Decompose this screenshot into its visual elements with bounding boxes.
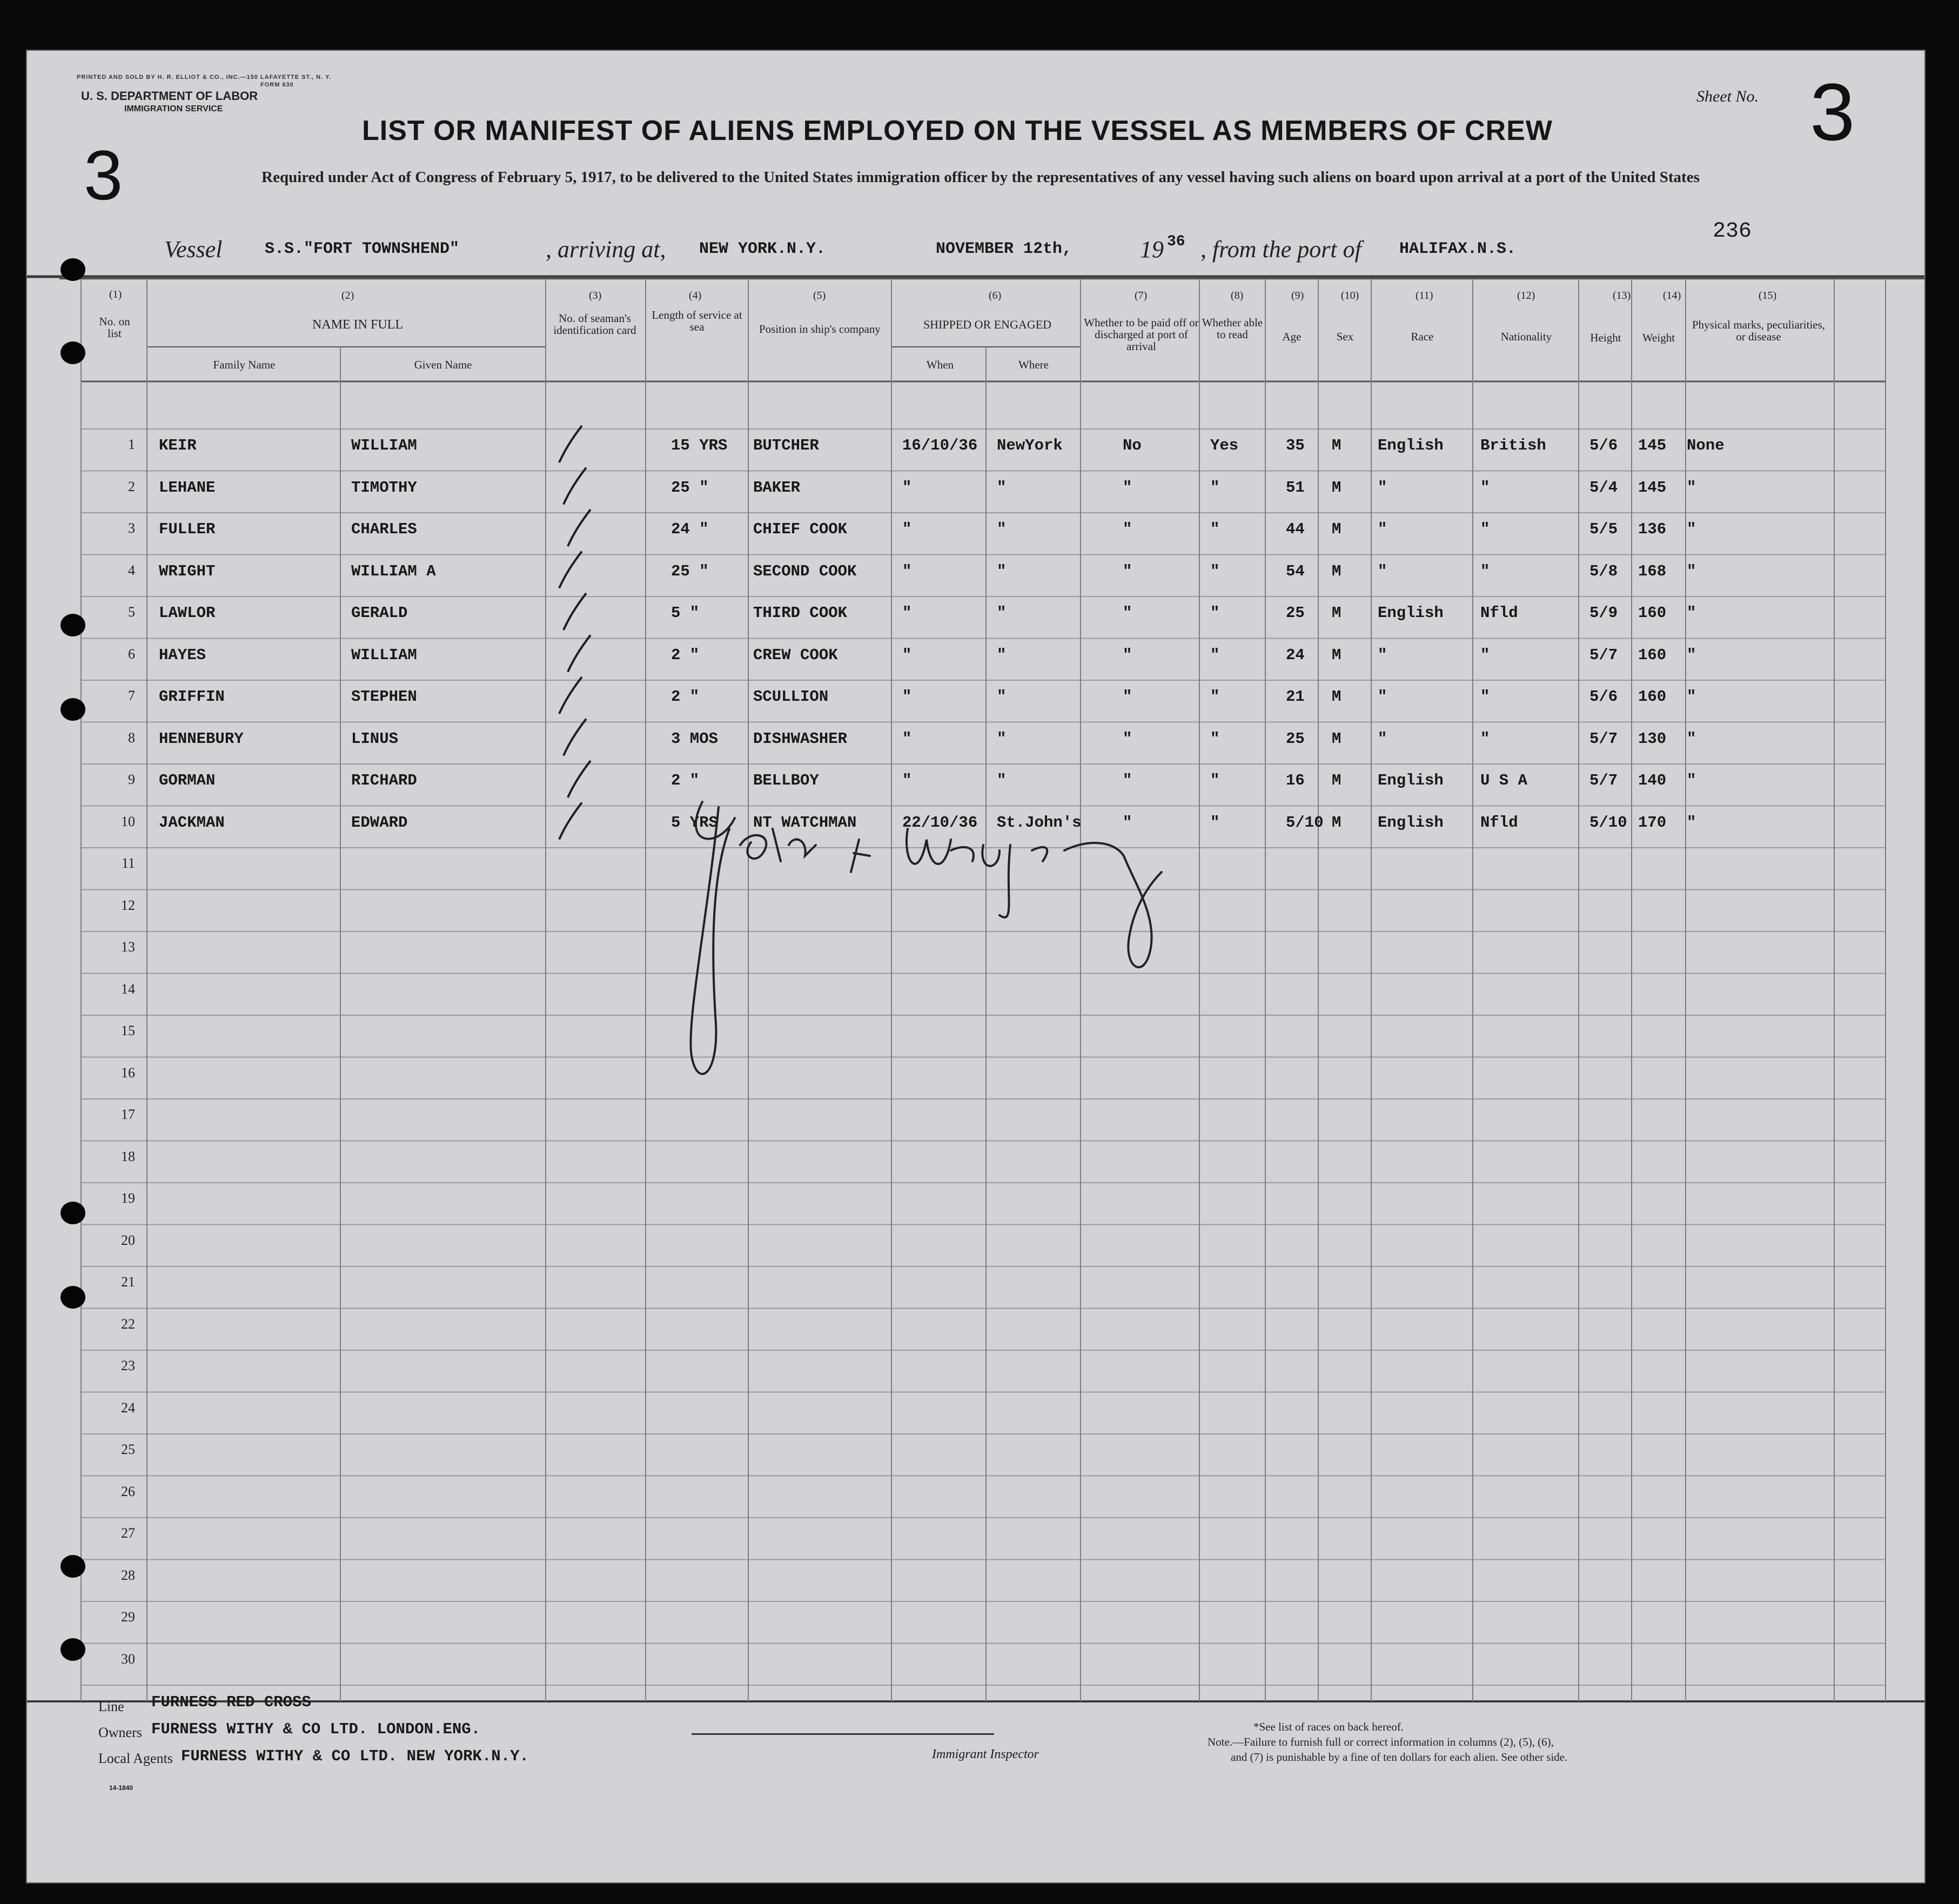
owners-label: Owners bbox=[98, 1725, 142, 1740]
cell-sex: M bbox=[1332, 688, 1341, 706]
cell-given: RICHARD bbox=[351, 772, 417, 789]
cell-when: " bbox=[902, 562, 912, 580]
cell-height: 5/4 bbox=[1589, 478, 1618, 497]
col-num-2: (2) bbox=[341, 290, 354, 301]
department-name: U. S. DEPARTMENT OF LABOR bbox=[81, 89, 258, 103]
header-height: Height bbox=[1590, 331, 1621, 344]
cell-race: English bbox=[1378, 604, 1444, 622]
cell-marks: " bbox=[1687, 478, 1696, 497]
header-where: Where bbox=[1018, 358, 1049, 371]
cell-age: 25 bbox=[1286, 604, 1305, 622]
cell-service: 15 YRS bbox=[671, 437, 728, 454]
cell-given: WILLIAM bbox=[351, 437, 417, 454]
agents-value: FURNESS WITHY & CO LTD. NEW YORK.N.Y. bbox=[181, 1747, 529, 1765]
cell-weight: 160 bbox=[1638, 604, 1667, 622]
cell-family: HENNEBURY bbox=[159, 729, 244, 748]
arrival-date: NOVEMBER 12th, bbox=[936, 240, 1072, 258]
cell-paid: " bbox=[1123, 688, 1132, 706]
cell-position: BAKER bbox=[753, 478, 801, 497]
cell-given: WILLIAM bbox=[351, 646, 417, 664]
owners-value: FURNESS WITHY & CO LTD. LONDON.ENG. bbox=[151, 1720, 481, 1738]
col-num-11: (11) bbox=[1415, 290, 1433, 301]
year-suffix: 36 bbox=[1167, 233, 1185, 250]
from-port: HALIFAX.N.S. bbox=[1399, 240, 1517, 258]
agents-label: Local Agents bbox=[98, 1751, 173, 1766]
sheet-no-label: Sheet No. bbox=[1696, 88, 1759, 105]
cell-when: " bbox=[902, 646, 912, 664]
cell-weight: 160 bbox=[1638, 688, 1667, 706]
cell-weight: 145 bbox=[1638, 478, 1667, 497]
binder-hole bbox=[61, 614, 85, 636]
header-age: Age bbox=[1282, 330, 1301, 343]
row-number: 10 bbox=[121, 813, 135, 829]
cell-age: 54 bbox=[1286, 562, 1305, 580]
cell-marks: None bbox=[1687, 437, 1725, 454]
cell-height: 5/5 bbox=[1589, 520, 1618, 538]
cell-position: SCULLION bbox=[753, 688, 829, 706]
binder-hole bbox=[61, 341, 85, 364]
cell-marks: " bbox=[1687, 729, 1696, 748]
binder-hole bbox=[61, 258, 85, 281]
cell-weight: 130 bbox=[1638, 729, 1667, 748]
cell-service: 25 " bbox=[671, 562, 709, 580]
row-number: 22 bbox=[121, 1316, 135, 1332]
page-title: LIST OR MANIFEST OF ALIENS EMPLOYED ON THE VESSEL AS MEMBERS OF CREW bbox=[362, 115, 1553, 146]
cell-paid: " bbox=[1123, 562, 1132, 580]
cell-position: DISHWASHER bbox=[753, 729, 848, 748]
header-name-in-full: NAME IN FULL bbox=[312, 318, 403, 332]
cell-age: 24 bbox=[1286, 646, 1305, 664]
cell-weight: 140 bbox=[1638, 772, 1667, 789]
row-number: 1 bbox=[128, 437, 135, 452]
cell-marks: " bbox=[1687, 688, 1696, 706]
col-num-3: (3) bbox=[589, 290, 602, 301]
cell-family: LEHANE bbox=[159, 478, 216, 497]
note-line-2: and (7) is punishable by a fine of ten dollars for each alien. See other side. bbox=[1231, 1751, 1568, 1764]
header-paid-off: Whether to be paid off or discharged at port of arrival bbox=[1084, 316, 1199, 353]
cell-age: 16 bbox=[1286, 772, 1305, 789]
cell-race: " bbox=[1378, 478, 1387, 497]
cell-nationality: U S A bbox=[1480, 772, 1528, 789]
cell-sex: M bbox=[1332, 772, 1341, 789]
cell-when: 22/10/36 bbox=[902, 813, 978, 832]
cell-sex: M bbox=[1332, 813, 1341, 832]
line-value: FURNESS RED CROSS bbox=[151, 1693, 311, 1711]
col-num-14: (14) bbox=[1663, 290, 1681, 301]
cell-position: CREW COOK bbox=[753, 646, 838, 664]
row-number: 8 bbox=[128, 729, 135, 746]
cell-age: 25 bbox=[1286, 729, 1305, 748]
cell-service: 5 " bbox=[671, 604, 700, 622]
col-num-6: (6) bbox=[989, 290, 1002, 301]
row-number: 16 bbox=[121, 1064, 135, 1081]
cell-sex: M bbox=[1332, 562, 1341, 580]
cell-race: " bbox=[1378, 646, 1387, 664]
inspector-label: Immigrant Inspector bbox=[932, 1747, 1039, 1761]
cell-where: " bbox=[997, 646, 1007, 664]
cell-paid: " bbox=[1123, 520, 1132, 538]
cell-read: Yes bbox=[1210, 437, 1239, 454]
binder-hole bbox=[61, 1202, 85, 1224]
cell-where: " bbox=[997, 520, 1007, 538]
cell-read: " bbox=[1210, 520, 1220, 538]
row-number: 19 bbox=[121, 1190, 135, 1206]
cell-service: 25 " bbox=[671, 478, 709, 497]
cell-marks: " bbox=[1687, 520, 1696, 538]
binder-hole bbox=[61, 1286, 85, 1309]
header-length-service: Length of service at sea bbox=[652, 309, 742, 333]
cell-read: " bbox=[1210, 604, 1220, 622]
col-num-13: (13) bbox=[1613, 290, 1631, 301]
cell-sex: M bbox=[1332, 646, 1341, 664]
binder-hole bbox=[61, 698, 85, 721]
row-number: 30 bbox=[121, 1651, 135, 1667]
cell-read: " bbox=[1210, 772, 1220, 789]
cell-where: " bbox=[997, 772, 1007, 789]
row-number: 4 bbox=[128, 562, 135, 578]
service-name: IMMIGRATION SERVICE bbox=[124, 104, 223, 113]
cell-where: " bbox=[997, 562, 1007, 580]
cell-read: " bbox=[1210, 813, 1220, 832]
header-family-name: Family Name bbox=[213, 358, 276, 371]
binder-hole bbox=[61, 1555, 85, 1578]
header-sex: Sex bbox=[1336, 330, 1354, 343]
cell-race: " bbox=[1378, 729, 1387, 748]
cell-service: 24 " bbox=[671, 520, 709, 538]
row-number: 2 bbox=[128, 478, 135, 494]
row-number: 21 bbox=[121, 1274, 135, 1290]
cell-marks: " bbox=[1687, 604, 1696, 622]
cell-weight: 170 bbox=[1638, 813, 1667, 832]
row-number: 23 bbox=[121, 1358, 135, 1373]
cell-weight: 168 bbox=[1638, 562, 1667, 580]
header-weight: Weight bbox=[1642, 331, 1675, 344]
cell-height: 5/6 bbox=[1589, 437, 1618, 454]
vessel-name: S.S."FORT TOWNSHEND" bbox=[265, 240, 460, 258]
cell-paid: " bbox=[1123, 772, 1132, 789]
cell-family: WRIGHT bbox=[159, 562, 216, 580]
cell-when: " bbox=[902, 729, 912, 748]
col-num-15: (15) bbox=[1759, 290, 1777, 301]
cell-where: NewYork bbox=[997, 437, 1063, 454]
cell-where: " bbox=[997, 729, 1007, 748]
row-number: 28 bbox=[121, 1567, 135, 1583]
cell-weight: 145 bbox=[1638, 437, 1667, 454]
cell-paid: " bbox=[1123, 646, 1132, 664]
from-port-label: , from the port of bbox=[1200, 236, 1361, 263]
cell-read: " bbox=[1210, 688, 1220, 706]
arriving-port: NEW YORK.N.Y. bbox=[699, 240, 826, 258]
cell-given: WILLIAM A bbox=[351, 562, 436, 580]
cell-race: English bbox=[1378, 813, 1444, 832]
cell-height: 5/9 bbox=[1589, 604, 1618, 622]
cell-position: NT WATCHMAN bbox=[753, 813, 857, 832]
header-position: Position in ship's company bbox=[759, 323, 881, 336]
cell-race: English bbox=[1378, 437, 1444, 454]
cell-where: " bbox=[997, 478, 1007, 497]
cell-height: 5/7 bbox=[1589, 646, 1618, 664]
races-note: *See list of races on back hereof. bbox=[1253, 1720, 1404, 1733]
cell-service: 3 MOS bbox=[671, 729, 719, 748]
cell-position: CHIEF COOK bbox=[753, 520, 848, 538]
cell-position: THIRD COOK bbox=[753, 604, 848, 622]
row-number: 15 bbox=[121, 1023, 135, 1038]
cell-read: " bbox=[1210, 646, 1220, 664]
cell-age: 44 bbox=[1286, 520, 1305, 538]
cell-nationality: " bbox=[1480, 729, 1490, 748]
cell-when: " bbox=[902, 604, 912, 622]
cell-where: " bbox=[997, 604, 1007, 622]
col-num-7: (7) bbox=[1135, 290, 1148, 301]
cell-marks: " bbox=[1687, 646, 1696, 664]
row-number: 6 bbox=[128, 646, 135, 662]
row-number: 26 bbox=[121, 1483, 135, 1499]
row-number: 20 bbox=[121, 1232, 135, 1248]
purser-signature bbox=[27, 51, 1924, 1882]
cell-marks: " bbox=[1687, 562, 1696, 580]
row-number: 12 bbox=[121, 897, 135, 913]
corner-sheet-number: 3 bbox=[84, 136, 123, 214]
cell-race: " bbox=[1378, 520, 1387, 538]
arriving-label: , arriving at, bbox=[546, 236, 666, 263]
cell-paid: " bbox=[1123, 729, 1132, 748]
header-race: Race bbox=[1411, 330, 1434, 343]
cell-nationality: " bbox=[1480, 646, 1490, 664]
sheet-no-value: 3 bbox=[1810, 66, 1855, 157]
cell-given: GERALD bbox=[351, 604, 408, 622]
row-number: 5 bbox=[128, 604, 135, 620]
cell-nationality: " bbox=[1480, 688, 1490, 706]
row-number: 13 bbox=[121, 939, 135, 955]
cell-family: GRIFFIN bbox=[159, 688, 225, 706]
cell-service: 2 " bbox=[671, 688, 700, 706]
cell-age: 35 bbox=[1286, 437, 1305, 454]
row-number: 18 bbox=[121, 1148, 135, 1164]
binder-hole bbox=[61, 1638, 85, 1661]
col-num-5: (5) bbox=[813, 290, 826, 301]
cell-when: " bbox=[902, 520, 912, 538]
cell-family: JACKMAN bbox=[159, 813, 225, 832]
header-shipped: SHIPPED OR ENGAGED bbox=[923, 318, 1052, 331]
cell-height: 5/10 bbox=[1589, 813, 1627, 832]
cell-nationality: " bbox=[1480, 520, 1490, 538]
cell-nationality: British bbox=[1480, 437, 1546, 454]
header-id-card: No. of seaman's identification card bbox=[553, 312, 636, 337]
row-number: 25 bbox=[121, 1442, 135, 1457]
cell-family: LAWLOR bbox=[159, 604, 216, 622]
cell-age: 5/10 bbox=[1286, 813, 1324, 832]
cell-when: " bbox=[902, 688, 912, 706]
cell-sex: M bbox=[1332, 729, 1341, 748]
cell-nationality: " bbox=[1480, 478, 1490, 497]
col-num-12: (12) bbox=[1517, 290, 1535, 301]
cell-race: " bbox=[1378, 562, 1387, 580]
cell-sex: M bbox=[1332, 478, 1341, 497]
cell-age: 51 bbox=[1286, 478, 1305, 497]
cell-sex: M bbox=[1332, 604, 1341, 622]
cell-nationality: Nfld bbox=[1480, 813, 1518, 832]
cell-given: STEPHEN bbox=[351, 688, 417, 706]
col-num-10: (10) bbox=[1341, 290, 1359, 301]
cell-marks: " bbox=[1687, 772, 1696, 789]
printer-text: PRINTED AND SOLD BY H. R. ELLIOT & CO., INC.—150 LAFAYETTE ST., N. Y. bbox=[77, 74, 332, 81]
cell-race: " bbox=[1378, 688, 1387, 706]
form-number: FORM 630 bbox=[260, 82, 294, 88]
cell-given: EDWARD bbox=[351, 813, 408, 832]
cell-position: BELLBOY bbox=[753, 772, 819, 789]
cell-marks: " bbox=[1687, 813, 1696, 832]
cell-paid: No bbox=[1123, 437, 1142, 454]
cell-when: 16/10/36 bbox=[902, 437, 978, 454]
page-subtitle: Required under Act of Congress of February 5, 1917, to be delivered to the United States immigration officer by the representatives of any vessel having such aliens on board upon arrival at a port of the United States bbox=[261, 169, 1700, 186]
stamp-number: 236 bbox=[1713, 219, 1752, 244]
cell-nationality: Nfld bbox=[1480, 604, 1518, 622]
row-number: 11 bbox=[121, 855, 135, 871]
cell-where: " bbox=[997, 688, 1007, 706]
cell-position: BUTCHER bbox=[753, 437, 819, 454]
cell-family: FULLER bbox=[159, 520, 216, 538]
cell-read: " bbox=[1210, 729, 1220, 748]
row-number: 29 bbox=[121, 1609, 135, 1625]
col-num-4: (4) bbox=[689, 290, 702, 301]
inspector-signature-line bbox=[692, 1733, 994, 1735]
cell-family: GORMAN bbox=[159, 772, 216, 789]
col-num-9: (9) bbox=[1291, 290, 1304, 301]
cell-family: KEIR bbox=[159, 437, 197, 454]
cell-service: 5 YRS bbox=[671, 813, 719, 832]
cell-read: " bbox=[1210, 478, 1220, 497]
cell-given: TIMOTHY bbox=[351, 478, 417, 497]
cell-race: English bbox=[1378, 772, 1444, 789]
cell-weight: 136 bbox=[1638, 520, 1667, 538]
vessel-label: Vessel bbox=[164, 236, 223, 263]
year-prefix: 19 bbox=[1140, 236, 1164, 263]
header-able-read: Whether able to read bbox=[1202, 316, 1263, 341]
row-number: 3 bbox=[128, 520, 135, 536]
cell-age: 21 bbox=[1286, 688, 1305, 706]
header-physical-marks: Physical marks, peculiarities, or disease bbox=[1692, 318, 1826, 343]
cell-when: " bbox=[902, 772, 912, 789]
cell-position: SECOND COOK bbox=[753, 562, 857, 580]
cell-given: LINUS bbox=[351, 729, 399, 748]
header-given-name: Given Name bbox=[414, 358, 472, 371]
row-number: 24 bbox=[121, 1399, 135, 1416]
cell-read: " bbox=[1210, 562, 1220, 580]
cell-service: 2 " bbox=[671, 772, 700, 789]
row-number: 7 bbox=[128, 688, 135, 703]
cell-height: 5/7 bbox=[1589, 729, 1618, 748]
manifest-sheet bbox=[26, 50, 1926, 1883]
cell-height: 5/6 bbox=[1589, 688, 1618, 706]
row-number: 9 bbox=[128, 772, 135, 787]
cell-where: St.John's bbox=[997, 813, 1082, 832]
cell-service: 2 " bbox=[671, 646, 700, 664]
cell-family: HAYES bbox=[159, 646, 206, 664]
row-number: 17 bbox=[121, 1107, 135, 1122]
row-number: 14 bbox=[121, 981, 135, 997]
note-line-1: Note.—Failure to furnish full or correct information in columns (2), (5), (6), bbox=[1207, 1735, 1554, 1748]
cell-paid: " bbox=[1123, 813, 1132, 832]
cell-sex: M bbox=[1332, 437, 1341, 454]
col-num-1: (1) bbox=[109, 289, 122, 300]
cell-nationality: " bbox=[1480, 562, 1490, 580]
row-number: 27 bbox=[121, 1525, 135, 1541]
form-code: 14-1840 bbox=[109, 1784, 133, 1792]
cell-paid: " bbox=[1123, 478, 1132, 497]
header-no-on-list: No. on list bbox=[99, 315, 130, 340]
cell-sex: M bbox=[1332, 520, 1341, 538]
header-when: When bbox=[926, 358, 954, 371]
col-num-8: (8) bbox=[1231, 290, 1244, 301]
cell-height: 5/7 bbox=[1589, 772, 1618, 789]
cell-paid: " bbox=[1123, 604, 1132, 622]
cell-weight: 160 bbox=[1638, 646, 1667, 664]
cell-given: CHARLES bbox=[351, 520, 417, 538]
cell-when: " bbox=[902, 478, 912, 497]
line-label: Line bbox=[98, 1699, 124, 1714]
cell-height: 5/8 bbox=[1589, 562, 1618, 580]
header-nationality: Nationality bbox=[1500, 330, 1552, 343]
